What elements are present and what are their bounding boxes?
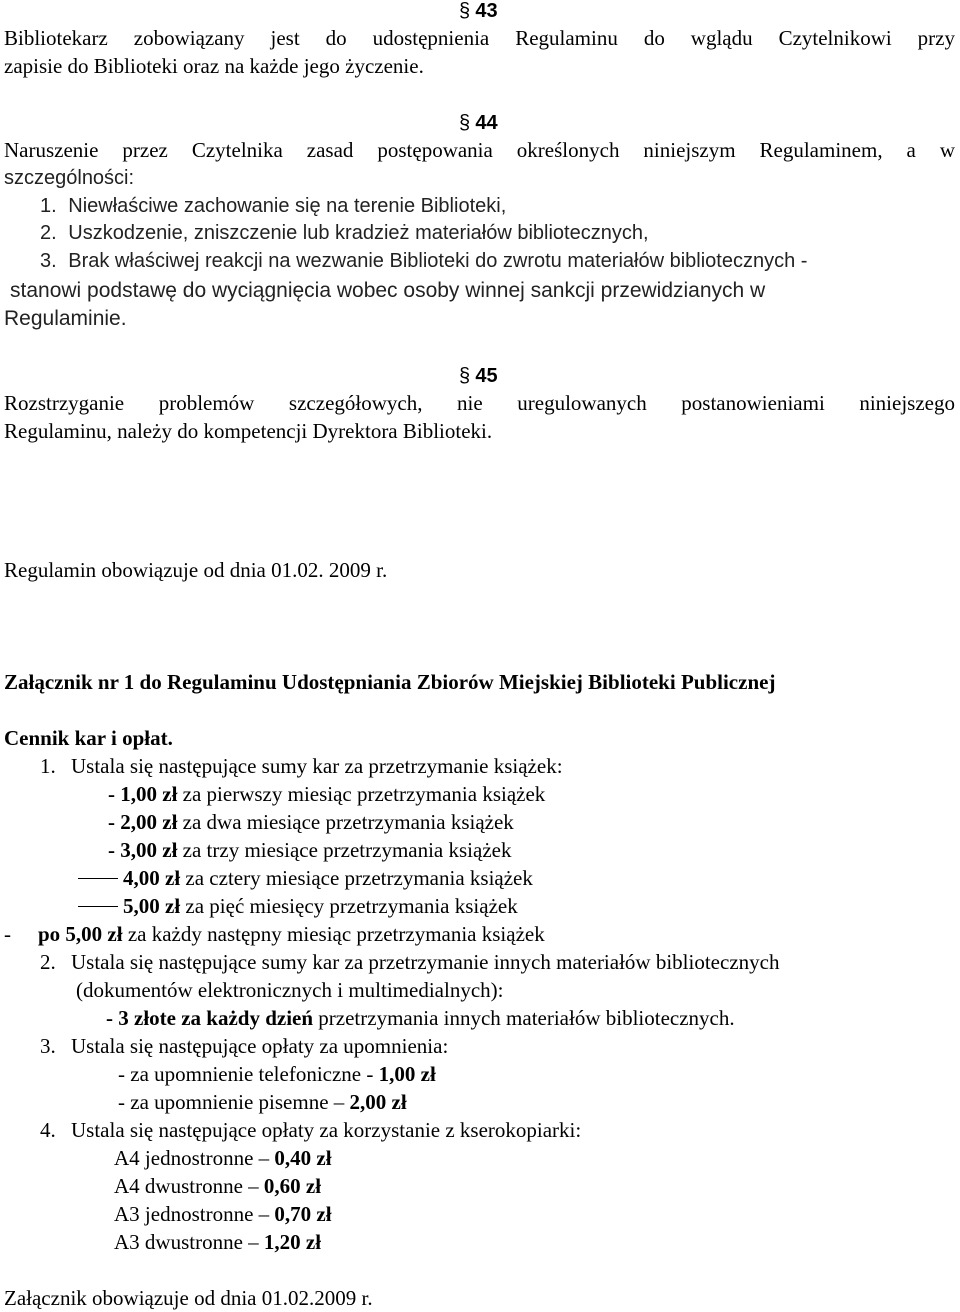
fee-point-4: [40, 1120, 581, 1141]
fee-row: 4,00 zł za cztery miesiące przetrzymania książek: [78, 868, 533, 889]
fee-row: A4 dwustronne – 0,60 zł: [114, 1174, 322, 1198]
fee-amount: 2,00 zł: [349, 1090, 407, 1114]
paragraph-sign: §: [459, 112, 471, 134]
section-44-continuation-2: Regulaminie.: [4, 307, 127, 330]
fee-row: A3 jednostronne – 0,70 zł: [114, 1202, 332, 1226]
fee-point-2: [40, 952, 779, 973]
section-number: 45: [475, 365, 498, 387]
list-item-text: Niewłaściwe zachowanie się na terenie Biblioteki,: [68, 195, 507, 217]
long-dash: [78, 878, 118, 879]
annex-subtitle: Cennik kar i opłat.: [4, 726, 173, 750]
annex-footer: Załącznik obowiązuje od dnia 01.02.2009 r.: [4, 1286, 373, 1310]
long-dash: [78, 906, 118, 907]
fee-amount: 1,20 zł: [263, 1230, 322, 1254]
point-number: 4.: [40, 1118, 56, 1142]
section-44-heading: [459, 112, 498, 133]
fee-amount: 0,70 zł: [274, 1202, 332, 1226]
section-number: 44: [475, 112, 498, 134]
point-text: Ustala się następujące sumy kar za przetrzymanie książek:: [71, 754, 563, 778]
section-43-heading: [459, 0, 498, 21]
list-item-text: Uszkodzenie, zniszczenie lub kradzież materiałów bibliotecznych,: [68, 222, 649, 244]
point-text: Ustala się następujące opłaty za korzystanie z kserokopiarki:: [71, 1118, 582, 1142]
fee-point-1: [40, 756, 563, 777]
annex-title: Załącznik nr 1 do Regulaminu Udostępniania Zbiorów Miejskiej Biblioteki Publicznej: [4, 670, 776, 694]
fee-amount: po 5,00 zł: [38, 922, 123, 946]
fee-row: A4 jednostronne – 0,40 zł: [114, 1146, 332, 1170]
effective-date: Regulamin obowiązuje od dnia 01.02. 2009 r.: [4, 558, 388, 582]
section-45-line-1: Rozstrzyganie problemów szczegółowych, nie uregulowanych postanowieniami niniejszego: [4, 391, 955, 415]
section-44-line-1: Naruszenie przez Czytelnika zasad postępowania określonych niniejszym Regulaminem, a w: [4, 138, 955, 162]
point-number: 2.: [40, 950, 56, 974]
fee-row: A3 dwustronne – 1,20 zł: [114, 1230, 322, 1254]
list-item: [40, 251, 807, 271]
list-item-number: 3.: [40, 250, 57, 272]
paragraph-sign: §: [459, 0, 471, 22]
paragraph-sign: §: [459, 365, 471, 387]
section-45-line-2: Regulaminu, należy do kompetencji Dyrektora Biblioteki.: [4, 419, 493, 443]
list-item: [40, 223, 649, 243]
fee-row: - za upomnienie telefoniczne - 1,00 zł: [118, 1062, 436, 1086]
fee-amount: 0,40 zł: [274, 1146, 332, 1170]
point-text: Ustala się następujące opłaty za upomnienia:: [71, 1034, 449, 1058]
section-44-continuation-1: stanowi podstawę do wyciągnięcia wobec osoby winnej sankcji przewidzianych w: [10, 279, 766, 302]
point-number: 1.: [40, 754, 56, 778]
fee-row: 5,00 zł za pięć miesięcy przetrzymania książek: [78, 896, 518, 917]
fee-amount: 5,00 zł: [123, 894, 181, 918]
fee-amount: 1,00 zł: [120, 782, 178, 806]
fee-amount: - 3 złote za każdy dzień: [106, 1006, 314, 1030]
section-43-line-1: Bibliotekarz zobowiązany jest do udostępnienia Regulaminu do wglądu Czytelnikowi przy: [4, 26, 955, 50]
list-item-text: Brak właściwej reakcji na wezwanie Biblioteki do zwrotu materiałów bibliotecznych -: [68, 250, 808, 272]
fee-row: - 2,00 zł za dwa miesiące przetrzymania książek: [108, 810, 514, 834]
list-item-number: 1.: [40, 195, 57, 217]
fee-amount: 4,00 zł: [123, 866, 181, 890]
fee-amount: 0,60 zł: [263, 1174, 322, 1198]
section-43-line-2: zapisie do Biblioteki oraz na każde jego życzenie.: [4, 54, 424, 78]
fee-point-2-line-2: (dokumentów elektronicznych i multimedialnych):: [76, 978, 504, 1002]
fee-row: - 1,00 zł za pierwszy miesiąc przetrzymania książek: [108, 782, 546, 806]
fee-row: - 3,00 zł za trzy miesiące przetrzymania książek: [108, 838, 512, 862]
fee-row: - 3 złote za każdy dzień przetrzymania innych materiałów bibliotecznych.: [106, 1006, 735, 1030]
section-number: 43: [475, 0, 498, 22]
list-item: [40, 196, 506, 216]
point-number: 3.: [40, 1034, 56, 1058]
fee-row-extra: - po 5,00 zł za każdy następny miesiąc przetrzymania książek: [4, 922, 545, 946]
fee-row: - za upomnienie pisemne – 2,00 zł: [118, 1090, 407, 1114]
section-44-line-2: szczególności:: [4, 167, 135, 189]
fee-amount: 1,00 zł: [378, 1062, 436, 1086]
fee-point-3: [40, 1036, 448, 1057]
fee-amount: 3,00 zł: [120, 838, 178, 862]
section-45-heading: [459, 365, 498, 386]
point-text: Ustala się następujące sumy kar za przetrzymanie innych materiałów bibliotecznych: [71, 950, 780, 974]
list-item-number: 2.: [40, 222, 57, 244]
fee-amount: 2,00 zł: [120, 810, 178, 834]
